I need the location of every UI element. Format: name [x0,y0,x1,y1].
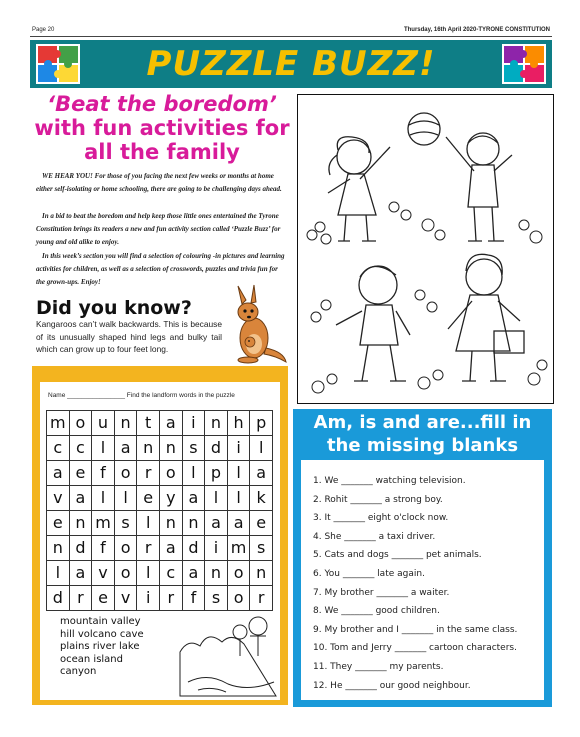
fill-blank-item: 3. It _______ eight o'clock now. [313,513,449,524]
word-search-cell: e [92,586,115,611]
word-search-cell: r [160,586,183,611]
word-search-cell: e [137,486,160,511]
word-search-cell: e [70,461,93,486]
word-search-cell: i [205,536,228,561]
fill-blank-item: 8. We _______ good children. [313,606,440,617]
word-search-cell: u [92,411,115,436]
did-you-know-body: Kangaroos can’t walk backwards. This is because of its unusually shaped hind legs and bulky tail which can grow up to four feet long. [36,319,222,354]
word-search-cell: c [160,561,183,586]
fill-blank-item: 11. They _______ my parents. [313,661,444,672]
word-search-cell: n [160,511,183,536]
word-list-line: plains river lake [60,641,140,652]
word-list-line: ocean island [60,653,123,665]
word-search-cell: c [70,436,93,461]
word-search-instruction: Name ________________ Find the landform words in the puzzle [48,392,235,399]
word-search-cell: f [92,461,115,486]
word-search-cell: m [92,511,115,536]
word-search-cell: a [115,436,138,461]
word-search-cell: n [115,411,138,436]
fill-blank-item: 7. My brother _______ a waiter. [313,587,450,598]
word-search-cell: d [205,436,228,461]
word-search-cell: l [92,486,115,511]
article-paragraph: In a bid to beat the boredom and help keep those little ones entertained the Tyrone Constitution brings its readers a new and fun activity section called ‘Puzzle Buzz’ for young and old alike to enjoy. [36,212,281,246]
word-search-cell: n [137,436,160,461]
word-search-cell: m [47,411,70,436]
word-list-line: mountain valley [60,616,141,627]
word-search-cell: i [228,436,251,461]
word-search-cell: t [137,411,160,436]
word-search-cell: a [228,511,251,536]
fill-blank-item: 12. He _______ our good neighbour. [313,680,471,691]
word-search-cell: l [47,561,70,586]
word-search-cell: e [47,511,70,536]
word-list-line: hill volcano cave [60,628,144,640]
word-search-cell: m [228,536,251,561]
landscape-illustration [178,612,278,698]
word-search-cell: i [137,586,160,611]
word-search-cell: d [70,536,93,561]
children-playing-colouring-picture [298,95,553,403]
puzzle-pieces-icon [502,44,546,84]
word-search-cell: n [205,561,228,586]
word-search-cell: k [250,486,273,511]
word-search-cell: d [183,536,206,561]
word-search-cell: n [160,436,183,461]
word-search-cell: o [228,561,251,586]
word-search-cell: f [92,536,115,561]
word-search-cell: o [115,461,138,486]
word-search-cell: d [47,586,70,611]
word-search-cell: r [137,536,160,561]
word-search-cell: o [115,536,138,561]
article-headline [32,92,292,164]
word-search-cell: f [183,586,206,611]
word-search-cell: n [205,411,228,436]
kangaroo-illustration [226,282,288,364]
word-search-cell: r [70,586,93,611]
article-paragraph: In this week’s section you will find a selection of colouring -in pictures and learning activities for children, as well as a selection of crosswords, puzzles and trivia fun for the grown-ups. Enjoy! [36,252,285,286]
banner-title: PUZZLE BUZZ! [146,44,436,84]
word-search-cell: s [183,436,206,461]
word-search-cell: a [160,536,183,561]
word-search-cell: r [137,461,160,486]
word-search-cell: l [205,486,228,511]
fill-blanks-title-line-1: Am, is and are...fill in [313,412,532,433]
word-search-cell: o [160,461,183,486]
word-search-cell: o [115,561,138,586]
word-search-cell: r [250,586,273,611]
word-search-cell: e [250,511,273,536]
word-search-cell: o [228,586,251,611]
fill-blank-item: 5. Cats and dogs _______ pet animals. [313,550,482,561]
fill-blanks-title-line-2: the missing blanks [326,435,519,456]
header-rule [30,36,552,37]
word-search-cell: s [250,536,273,561]
word-search-cell: l [115,486,138,511]
word-search-cell: c [47,436,70,461]
fill-blank-item: 1. We _______ watching television. [313,476,466,486]
word-search-cell: n [47,536,70,561]
headline-line-2: with fun activities for [34,116,290,140]
word-search-cell: l [137,511,160,536]
word-search-cell: i [183,411,206,436]
fill-blank-item: 6. You _______ late again. [313,568,425,579]
word-search-cell: a [183,486,206,511]
word-search-cell: s [115,511,138,536]
word-search-cell: a [47,461,70,486]
colouring-picture [297,94,554,404]
word-search-cell: a [250,461,273,486]
word-search-cell: v [47,486,70,511]
puzzle-pieces-icon [36,44,80,84]
word-search-cell: l [92,436,115,461]
headline-line-3: all the family [84,140,240,164]
word-search-cell: a [183,561,206,586]
word-search-cell: p [205,461,228,486]
word-search-cell: h [228,411,251,436]
headline-line-1: ‘Beat the boredom’ [47,92,277,116]
fill-blanks-title [293,411,552,457]
word-search-cell: n [250,561,273,586]
date-line: Thursday, 16th April 2020-TYRONE CONSTITUTION [403,27,550,33]
word-search-cell: a [205,511,228,536]
word-search-cell: l [250,436,273,461]
word-search-cell: s [205,586,228,611]
fill-blanks-list [313,472,543,695]
article-paragraph: WE HEAR YOU! For those of you facing the next few weeks or months at home either self-isolating or home schooling, there are going to be challenging days ahead. [36,172,282,193]
word-search-cell: l [228,486,251,511]
word-search-cell: a [70,486,93,511]
fill-blank-item: 10. Tom and Jerry _______ cartoon characters. [313,643,517,654]
word-search-cell: v [115,586,138,611]
word-list-line: canyon [60,666,97,677]
word-search-cell: l [228,461,251,486]
did-you-know-title: Did you know? [36,297,192,319]
page-number: Page 20 [32,27,55,33]
word-search-cell: l [183,461,206,486]
word-search-cell: p [250,411,273,436]
word-search-cell: l [137,561,160,586]
word-search-cell: n [70,511,93,536]
fill-blank-item: 2. Rohit _______ a strong boy. [313,494,443,505]
word-search-cell: y [160,486,183,511]
word-search-cell: v [92,561,115,586]
fill-blank-item: 9. My brother and I _______ in the same class. [313,624,518,635]
fill-blank-item: 4. She _______ a taxi driver. [313,531,436,542]
word-search-cell: a [160,411,183,436]
word-search-grid [46,410,273,611]
word-search-cell: a [70,561,93,586]
word-search-cell: o [70,411,93,436]
word-search-cell: n [183,511,206,536]
